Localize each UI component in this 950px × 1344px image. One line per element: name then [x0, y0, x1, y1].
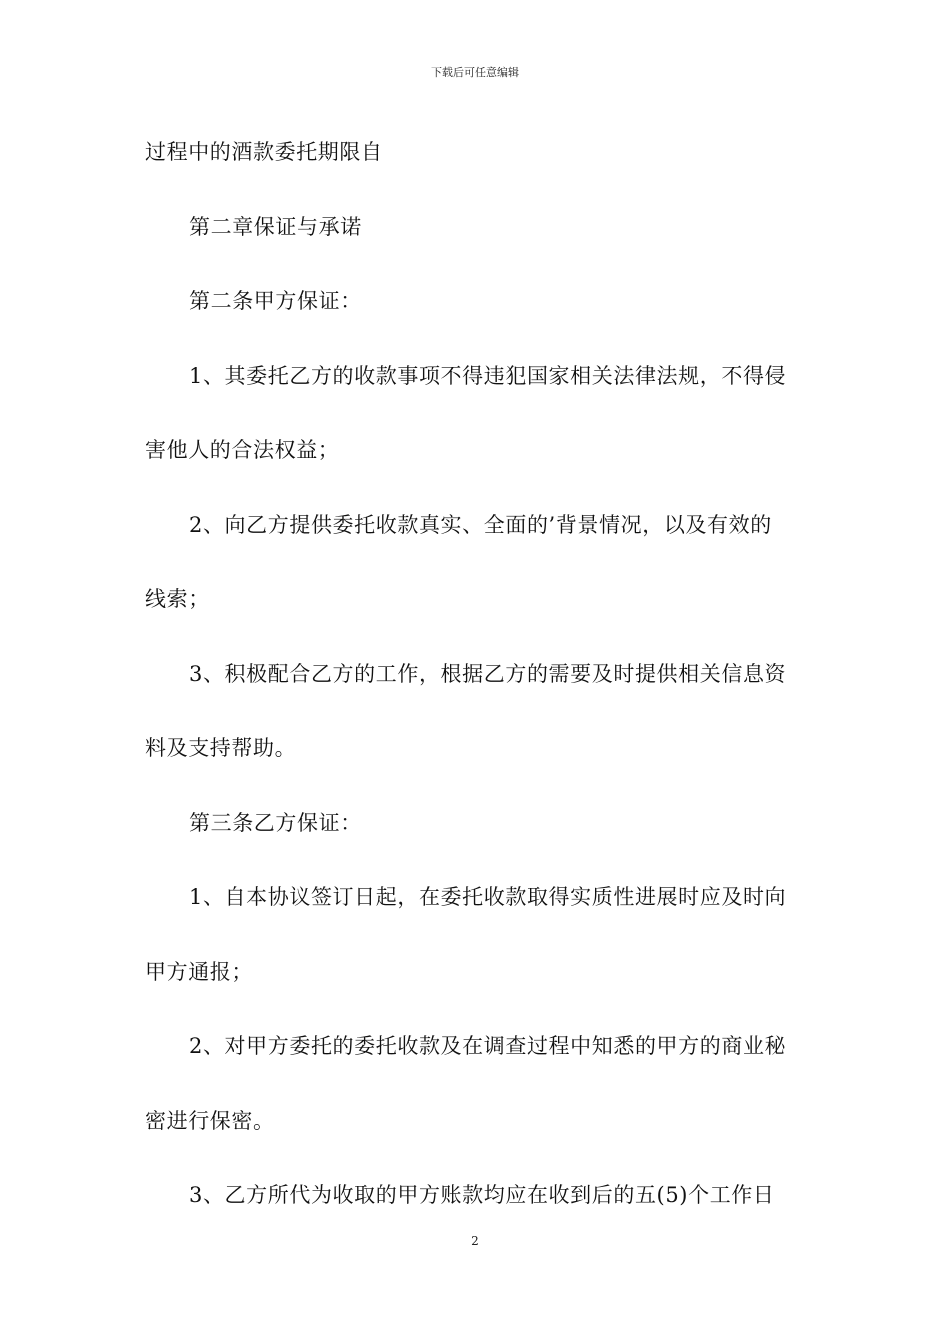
- text-line: 料及支持帮助。: [145, 736, 297, 760]
- text-line: 2、对甲方委托的委托收款及在调查过程中知悉的甲方的商业秘: [189, 1034, 787, 1058]
- page-number: 2: [471, 1234, 479, 1248]
- text-line: 3、乙方所代为收取的甲方账款均应在收到后的五(5)个工作日: [189, 1183, 775, 1207]
- article-heading: 第二条甲方保证：: [189, 289, 362, 313]
- text-line: 3、积极配合乙方的工作，根据乙方的需要及时提供相关信息资: [189, 661, 787, 686]
- text-line: 1、其委托乙方的收款事项不得违犯国家相关法律法规，不得侵: [189, 363, 787, 388]
- document-body: [145, 126, 810, 1244]
- chapter-heading: 第二章保证与承诺: [189, 214, 362, 239]
- text-line: 1、自本协议签订日起，在委托收款取得实质性进展时应及时向: [189, 885, 787, 909]
- text-line: 线索；: [145, 587, 210, 611]
- page-header: 下载后可任意编辑: [431, 66, 519, 79]
- text-line: 2、向乙方提供委托收款真实、全面的’背景情况，以及有效的: [189, 512, 772, 537]
- text-line: 甲方通报；: [145, 959, 253, 984]
- text-line: 害他人的合法权益；: [145, 438, 340, 462]
- text-line: 过程中的酒款委托期限自: [145, 140, 383, 164]
- text-line: 密进行保密。: [145, 1108, 275, 1133]
- article-heading: 第三条乙方保证：: [189, 810, 362, 835]
